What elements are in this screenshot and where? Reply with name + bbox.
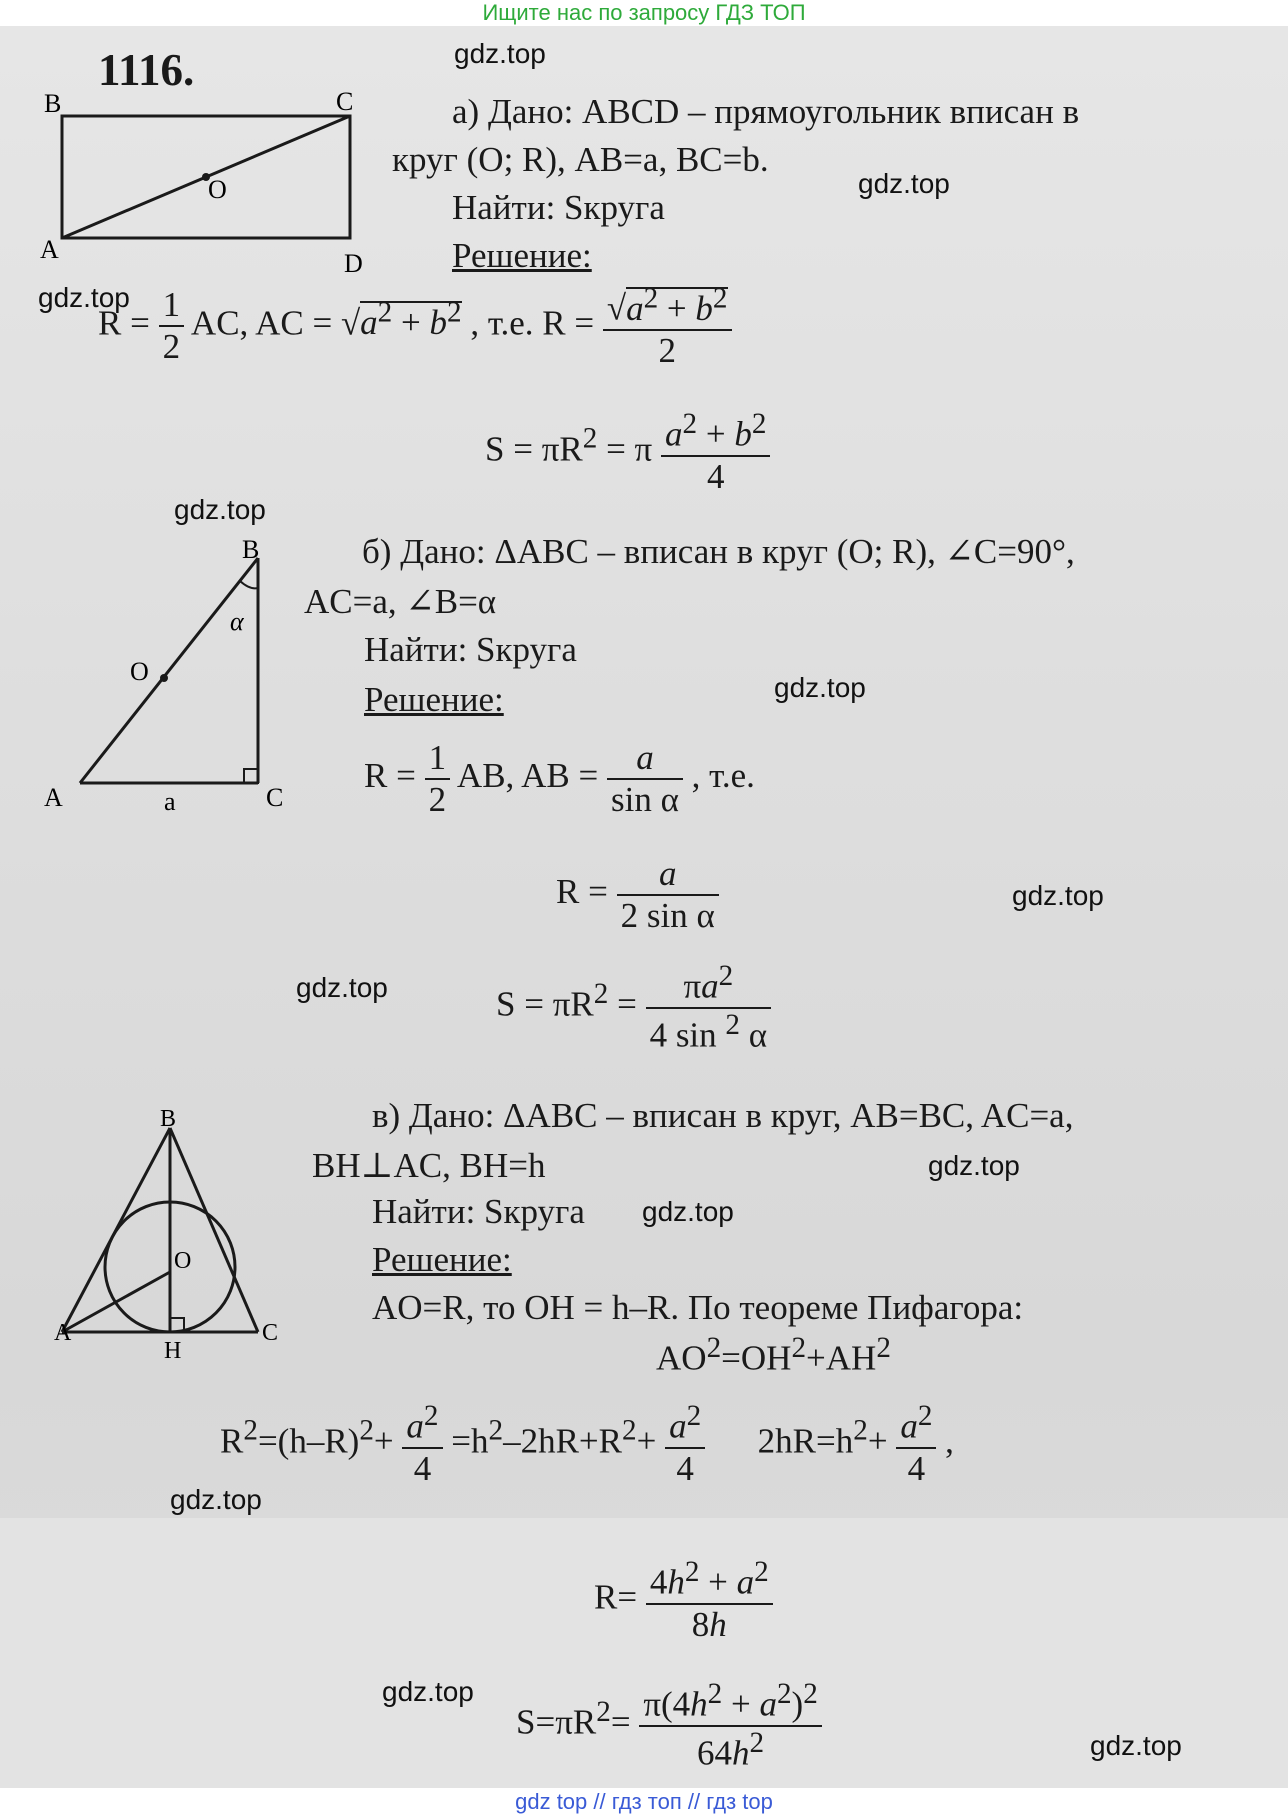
part-b-given-2: AC=a, ∠B=α bbox=[304, 582, 497, 621]
watermark: gdz.top bbox=[928, 1150, 1020, 1181]
watermark: gdz.top bbox=[642, 1196, 734, 1227]
label-b: B bbox=[160, 1106, 177, 1132]
formula-c-3: $S=\pi R^2=$ $\frac{\pi(4h^2 + a^2)^2}{64h^2}$ bbox=[516, 1678, 822, 1773]
label-d: D bbox=[344, 249, 363, 278]
part-a-given-2: круг (O; R), AB=a, BC=b. bbox=[392, 140, 769, 179]
part-b-given: б) Дано: ΔABC – вписан в круг (O; R), ∠C=90°, bbox=[362, 532, 1075, 571]
watermark: gdz.top bbox=[38, 282, 130, 313]
part-c-find: Найти: Sкруга bbox=[372, 1192, 585, 1231]
label-h: H bbox=[164, 1338, 182, 1362]
part-c-line-1: AO=R, то OH = h–R. По теореме Пифагора: bbox=[372, 1288, 1024, 1327]
formula-a-1: R = $\frac{1}{2}$ AC, AC = $√a^2 + b^2$ , т.е. R = $\frac{√a^2 + b^2}{2}$ bbox=[98, 282, 732, 371]
watermark: gdz.top bbox=[174, 494, 266, 525]
part-c-given-2: BH⊥AC, BH=h bbox=[312, 1146, 546, 1185]
problem-number: 1116. bbox=[98, 45, 195, 95]
part-c-solution: Решение: bbox=[372, 1240, 512, 1279]
label-a: A bbox=[54, 1320, 72, 1346]
bottom-banner[interactable]: gdz top // гдз топ // гдз top bbox=[515, 1789, 773, 1814]
part-b-find: Найти: Sкруга bbox=[364, 630, 577, 669]
part-a-solution: Решение: bbox=[452, 236, 592, 275]
watermark: gdz.top bbox=[170, 1484, 262, 1515]
formula-b-3: $S = \pi R^2$ = $\frac{\pi a^2}{4 \sin ^2 \alpha}$ bbox=[496, 960, 771, 1055]
watermark: gdz.top bbox=[1012, 880, 1104, 911]
top-banner[interactable]: Ищите нас по запросу ГДЗ ТОП bbox=[482, 0, 806, 25]
label-c: C bbox=[336, 90, 354, 116]
label-c: C bbox=[262, 1320, 279, 1346]
label-c: C bbox=[266, 783, 284, 812]
part-c-given: в) Дано: ΔABC – вписан в круг, AB=BC, AC=a, bbox=[372, 1096, 1074, 1135]
label-o: O bbox=[208, 175, 227, 204]
label-a: A bbox=[40, 235, 59, 264]
watermark: gdz.top bbox=[774, 672, 866, 703]
label-b: B bbox=[44, 90, 62, 118]
figure-isosceles-triangle bbox=[40, 1102, 290, 1362]
formula-b-2: R = $\frac{a}{\text{2 sin α}}$ bbox=[556, 854, 719, 936]
watermark: gdz.top bbox=[1090, 1730, 1182, 1761]
formula-c-1: $R^2=(h-R)^2+$ $\frac{a^2}{4}$ $=h^2-2hR+R^2+$ $\frac{a^2}{4}$ $2hR=h^2+$ $\frac{a^2}{4}$ , bbox=[220, 1400, 954, 1488]
figure-rectangle bbox=[40, 90, 370, 280]
watermark: gdz.top bbox=[382, 1676, 474, 1707]
watermark: gdz.top bbox=[454, 38, 546, 69]
formula-a-2: $S = \pi R^2 = \pi$ $\frac{a^2 + b^2}{4}$ bbox=[485, 408, 770, 497]
label-alpha: α bbox=[230, 607, 244, 636]
watermark: gdz.top bbox=[858, 168, 950, 199]
label-a: A bbox=[44, 783, 63, 812]
label-b: B bbox=[242, 538, 260, 564]
formula-b-1: R = $\frac{1}{2}$ AB, AB = $\frac{a}{\text{sin α}}$ , т.е. bbox=[364, 738, 755, 819]
label-side-a: a bbox=[164, 787, 176, 816]
part-a-find: Найти: Sкруга bbox=[452, 188, 665, 227]
formula-c-pythagoras: $AO^2=OH^2+AH^2$ bbox=[656, 1332, 891, 1378]
label-o: O bbox=[130, 657, 149, 686]
watermark: gdz.top bbox=[296, 972, 388, 1003]
figure-right-triangle bbox=[40, 538, 290, 818]
label-o: O bbox=[174, 1248, 192, 1274]
part-b-solution: Решение: bbox=[364, 680, 504, 719]
part-a-given: а) Дано: ABCD – прямоугольник вписан в bbox=[452, 92, 1080, 131]
formula-c-2: R= $\frac{4h^2 + a^2}{8h}$ bbox=[594, 1556, 773, 1645]
